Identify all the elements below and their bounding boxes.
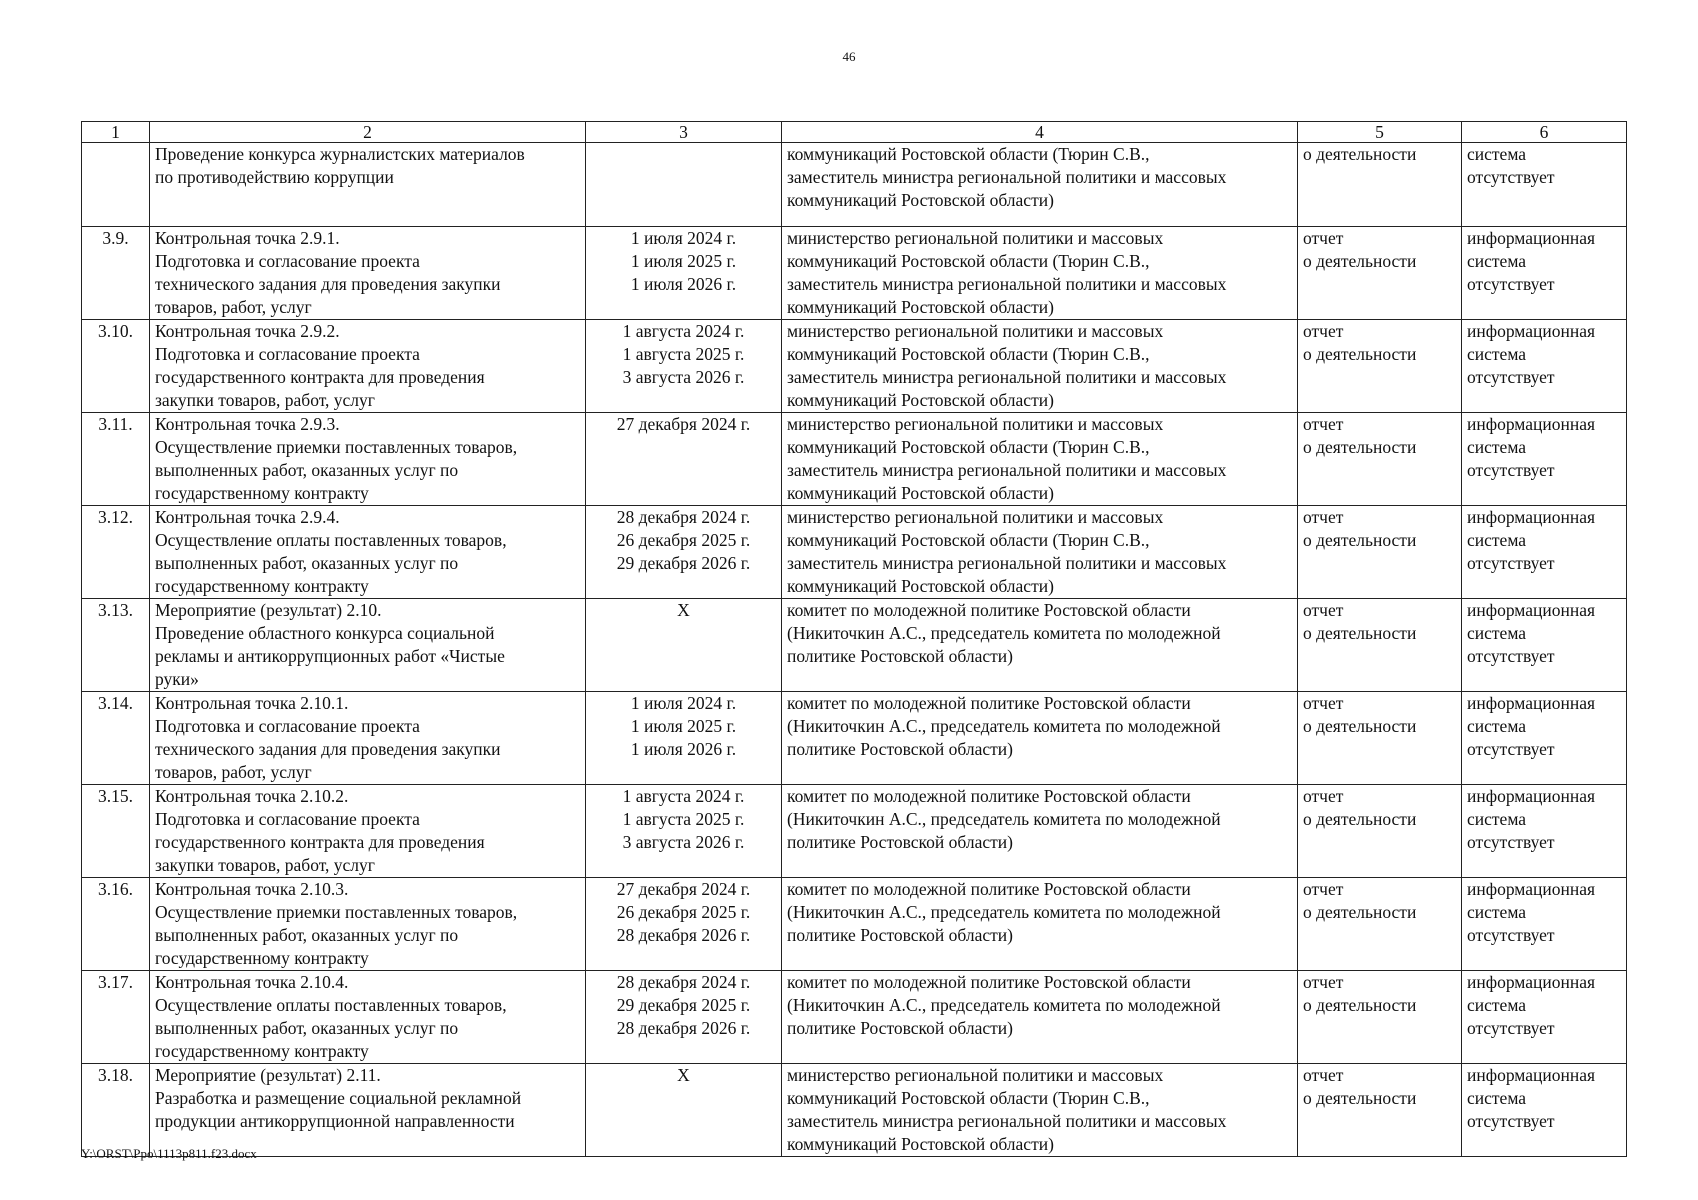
responsible-executor-line: коммуникаций Ростовской области) — [787, 1134, 1054, 1154]
activity-title-line: Контрольная точка 2.9.4. — [155, 507, 340, 527]
document-type-line: отчет — [1303, 321, 1344, 341]
responsible-executor-line: заместитель министра региональной политики и массовых — [787, 274, 1227, 294]
deadline-dates-line: 29 декабря 2025 г. — [616, 995, 751, 1015]
document-type-line: о деятельности — [1303, 716, 1417, 736]
table-row — [82, 971, 1627, 1064]
deadline-dates-cell — [586, 413, 782, 506]
responsible-executor-cell — [782, 785, 1298, 878]
information-system-line: отсутствует — [1467, 367, 1555, 387]
responsible-executor-line: коммуникаций Ростовской области) — [787, 483, 1054, 503]
activity-title-line: государственного контракта для проведения — [155, 367, 485, 387]
table-row — [82, 785, 1627, 878]
responsible-executor-line: министерство региональной политики и массовых — [787, 1065, 1164, 1085]
information-system-line: отсутствует — [1467, 1111, 1555, 1131]
responsible-executor-line: коммуникаций Ростовской области (Тюрин С.В., — [787, 251, 1150, 271]
deadline-dates-line: 3 августа 2026 г. — [622, 367, 745, 387]
information-system-line: отсутствует — [1467, 274, 1555, 294]
information-system-line: система — [1467, 902, 1527, 922]
information-system-cell — [1462, 599, 1627, 692]
activity-title-cell — [150, 320, 586, 413]
column-header: 2 — [150, 122, 586, 143]
responsible-executor-line: политике Ростовской области) — [787, 925, 1013, 945]
responsible-executor-line: министерство региональной политики и массовых — [787, 414, 1164, 434]
document-type-cell — [1298, 785, 1462, 878]
document-type-cell — [1298, 692, 1462, 785]
responsible-executor-line: комитет по молодежной политике Ростовской области — [787, 972, 1191, 992]
document-type-line: отчет — [1303, 786, 1344, 806]
activity-title-line: Осуществление оплаты поставленных товаров, — [155, 530, 507, 550]
row-number-cell: 3.15. — [82, 785, 150, 878]
responsible-executor-line: коммуникаций Ростовской области (Тюрин С.В., — [787, 1088, 1150, 1108]
activity-title-cell — [150, 599, 586, 692]
responsible-executor-line: политике Ростовской области) — [787, 646, 1013, 666]
document-type-line: о деятельности — [1303, 251, 1417, 271]
information-system-line: система — [1467, 809, 1527, 829]
row-number-cell: 3.17. — [82, 971, 150, 1064]
activity-title-cell — [150, 878, 586, 971]
responsible-executor-line: комитет по молодежной политике Ростовской области — [787, 600, 1191, 620]
table-row — [82, 413, 1627, 506]
deadline-dates-line: 1 августа 2025 г. — [622, 344, 745, 364]
information-system-line: отсутствует — [1467, 739, 1555, 759]
information-system-line: отсутствует — [1467, 925, 1555, 945]
deadline-dates-line: 28 декабря 2026 г. — [616, 1018, 751, 1038]
information-system-cell — [1462, 971, 1627, 1064]
information-system-line: система — [1467, 437, 1527, 457]
information-system-line: отсутствует — [1467, 1018, 1555, 1038]
activity-title-line: Осуществление приемки поставленных товаров, — [155, 437, 518, 457]
row-number-cell: 3.13. — [82, 599, 150, 692]
deadline-dates-line: 29 декабря 2026 г. — [616, 553, 751, 573]
activity-title-cell — [150, 143, 586, 227]
activity-title-line: Контрольная точка 2.10.1. — [155, 693, 349, 713]
document-type-cell — [1298, 506, 1462, 599]
document-type-cell — [1298, 413, 1462, 506]
document-type-line: о деятельности — [1303, 809, 1417, 829]
responsible-executor-cell — [782, 971, 1298, 1064]
activity-title-line: Мероприятие (результат) 2.11. — [155, 1065, 381, 1085]
information-system-line: информационная — [1467, 507, 1596, 527]
activity-title-line: Контрольная точка 2.9.1. — [155, 228, 340, 248]
responsible-executor-line: коммуникаций Ростовской области (Тюрин С.В., — [787, 437, 1150, 457]
deadline-dates-line: 1 июля 2024 г. — [630, 693, 737, 713]
information-system-line: система — [1467, 623, 1527, 643]
document-type-cell — [1298, 1064, 1462, 1157]
responsible-executor-cell — [782, 143, 1298, 227]
activity-title-line: Контрольная точка 2.10.2. — [155, 786, 349, 806]
information-system-line: информационная — [1467, 228, 1596, 248]
deadline-dates-line: 1 июля 2025 г. — [630, 716, 737, 736]
activity-title-line: Подготовка и согласование проекта — [155, 344, 420, 364]
responsible-executor-line: политике Ростовской области) — [787, 1018, 1013, 1038]
responsible-executor-cell — [782, 599, 1298, 692]
information-system-line: информационная — [1467, 879, 1596, 899]
table-row — [82, 692, 1627, 785]
deadline-dates-line: 26 декабря 2025 г. — [616, 902, 751, 922]
deadline-dates-line: 1 июля 2025 г. — [630, 251, 737, 271]
information-system-line: информационная — [1467, 600, 1596, 620]
deadline-dates-cell — [586, 878, 782, 971]
document-type-line: о деятельности — [1303, 1088, 1417, 1108]
responsible-executor-line: (Никиточкин А.С., председатель комитета по молодежной — [787, 995, 1221, 1015]
deadline-dates-line: 1 августа 2024 г. — [622, 786, 745, 806]
activity-title-line: по противодействию коррупции — [155, 167, 394, 187]
information-system-line: информационная — [1467, 972, 1596, 992]
information-system-cell — [1462, 413, 1627, 506]
deadline-dates-line: 1 августа 2025 г. — [622, 809, 745, 829]
responsible-executor-line: коммуникаций Ростовской области) — [787, 390, 1054, 410]
responsible-executor-cell — [782, 413, 1298, 506]
page-number: 46 — [842, 49, 856, 64]
row-number-cell: 3.10. — [82, 320, 150, 413]
responsible-executor-line: коммуникаций Ростовской области) — [787, 297, 1054, 317]
deadline-dates-cell — [586, 692, 782, 785]
table-row — [82, 320, 1627, 413]
activity-title-line: государственному контракту — [155, 948, 369, 968]
document-type-line: о деятельности — [1303, 530, 1417, 550]
row-number-cell: 3.18. — [82, 1064, 150, 1157]
table-row — [82, 1064, 1627, 1157]
activity-title-line: государственного контракта для проведения — [155, 832, 485, 852]
information-system-line: информационная — [1467, 693, 1596, 713]
information-system-line: отсутствует — [1467, 167, 1555, 187]
activity-title-cell — [150, 227, 586, 320]
information-system-cell — [1462, 692, 1627, 785]
document-type-line: о деятельности — [1303, 623, 1417, 643]
activity-title-cell — [150, 971, 586, 1064]
responsible-executor-line: комитет по молодежной политике Ростовской области — [787, 786, 1191, 806]
responsible-executor-cell — [782, 320, 1298, 413]
table-row — [82, 878, 1627, 971]
activity-title-line: Разработка и размещение социальной рекламной — [155, 1088, 522, 1108]
activity-title-line: товаров, работ, услуг — [155, 297, 312, 317]
activity-title-line: государственному контракту — [155, 576, 369, 596]
information-system-line: отсутствует — [1467, 553, 1555, 573]
responsible-executor-cell — [782, 227, 1298, 320]
information-system-line: система — [1467, 1088, 1527, 1108]
plan-table — [81, 121, 1627, 1157]
responsible-executor-cell — [782, 506, 1298, 599]
document-type-cell — [1298, 878, 1462, 971]
document-type-cell — [1298, 227, 1462, 320]
deadline-dates-cell — [586, 971, 782, 1064]
table-header-row — [82, 122, 1627, 143]
deadline-dates-cell — [586, 599, 782, 692]
document-type-line: отчет — [1303, 228, 1344, 248]
activity-title-line: выполненных работ, оказанных услуг по — [155, 553, 459, 573]
activity-title-line: Контрольная точка 2.10.4. — [155, 972, 349, 992]
deadline-dates-cell — [586, 1064, 782, 1157]
document-type-line: отчет — [1303, 972, 1344, 992]
document-type-line: отчет — [1303, 1065, 1344, 1085]
deadline-dates-cell — [586, 227, 782, 320]
responsible-executor-line: министерство региональной политики и массовых — [787, 228, 1164, 248]
activity-title-line: выполненных работ, оказанных услуг по — [155, 1018, 459, 1038]
activity-title-line: государственному контракту — [155, 1041, 369, 1061]
document-type-line: отчет — [1303, 879, 1344, 899]
responsible-executor-line: (Никиточкин А.С., председатель комитета по молодежной — [787, 902, 1221, 922]
activity-title-line: рекламы и антикоррупционных работ «Чистые — [155, 646, 505, 666]
responsible-executor-line: (Никиточкин А.С., председатель комитета по молодежной — [787, 623, 1221, 643]
table-row — [82, 506, 1627, 599]
column-header: 3 — [586, 122, 782, 143]
activity-title-line: Подготовка и согласование проекта — [155, 716, 420, 736]
information-system-line: информационная — [1467, 321, 1596, 341]
deadline-dates-line: Х — [677, 1065, 690, 1085]
document-type-line: о деятельности — [1303, 995, 1417, 1015]
activity-title-line: Проведение конкурса журналистских материалов — [155, 144, 525, 164]
document-type-cell — [1298, 599, 1462, 692]
activity-title-line: закупки товаров, работ, услуг — [155, 855, 375, 875]
deadline-dates-line: 3 августа 2026 г. — [622, 832, 745, 852]
column-header: 5 — [1298, 122, 1462, 143]
activity-title-line: выполненных работ, оказанных услуг по — [155, 925, 459, 945]
table-row — [82, 227, 1627, 320]
information-system-line: отсутствует — [1467, 646, 1555, 666]
table-row — [82, 143, 1627, 227]
document-type-line: о деятельности — [1303, 437, 1417, 457]
responsible-executor-line: комитет по молодежной политике Ростовской области — [787, 693, 1191, 713]
responsible-executor-line: коммуникаций Ростовской области (Тюрин С.В., — [787, 530, 1150, 550]
information-system-cell — [1462, 320, 1627, 413]
responsible-executor-line: политике Ростовской области) — [787, 739, 1013, 759]
activity-title-line: Контрольная точка 2.10.3. — [155, 879, 349, 899]
information-system-line: система — [1467, 530, 1527, 550]
responsible-executor-line: коммуникаций Ростовской области) — [787, 576, 1054, 596]
information-system-line: система — [1467, 716, 1527, 736]
deadline-dates-line: 27 декабря 2024 г. — [616, 414, 751, 434]
responsible-executor-cell — [782, 1064, 1298, 1157]
document-type-line: отчет — [1303, 600, 1344, 620]
information-system-line: система — [1467, 251, 1527, 271]
deadline-dates-cell — [586, 785, 782, 878]
document-type-line: о деятельности — [1303, 144, 1417, 164]
document-type-cell — [1298, 320, 1462, 413]
deadline-dates-line: 27 декабря 2024 г. — [616, 879, 751, 899]
column-header: 4 — [782, 122, 1298, 143]
row-number-cell — [82, 143, 150, 227]
information-system-line: отсутствует — [1467, 460, 1555, 480]
responsible-executor-line: заместитель министра региональной политики и массовых — [787, 167, 1227, 187]
information-system-line: информационная — [1467, 1065, 1596, 1085]
activity-title-line: Подготовка и согласование проекта — [155, 809, 420, 829]
document-type-line: о деятельности — [1303, 344, 1417, 364]
information-system-line: система — [1467, 995, 1527, 1015]
activity-title-line: руки» — [155, 669, 199, 689]
activity-title-line: выполненных работ, оказанных услуг по — [155, 460, 459, 480]
activity-title-line: продукции антикоррупционной направленности — [155, 1111, 515, 1131]
row-number-cell: 3.16. — [82, 878, 150, 971]
information-system-cell — [1462, 227, 1627, 320]
responsible-executor-line: (Никиточкин А.С., председатель комитета по молодежной — [787, 809, 1221, 829]
footer-file-path: Y:\ORST\Ppo\1113p811.f23.docx — [81, 1146, 257, 1161]
responsible-executor-line: политике Ростовской области) — [787, 832, 1013, 852]
deadline-dates-line: 1 июля 2026 г. — [630, 274, 737, 294]
table-row — [82, 599, 1627, 692]
document-type-line: отчет — [1303, 693, 1344, 713]
information-system-cell — [1462, 506, 1627, 599]
deadline-dates-line: 28 декабря 2026 г. — [616, 925, 751, 945]
activity-title-cell — [150, 506, 586, 599]
deadline-dates-cell — [586, 506, 782, 599]
deadline-dates-line: 1 июля 2024 г. — [630, 228, 737, 248]
information-system-cell — [1462, 878, 1627, 971]
column-header: 6 — [1462, 122, 1627, 143]
information-system-cell — [1462, 143, 1627, 227]
activity-title-cell — [150, 692, 586, 785]
deadline-dates-cell — [586, 143, 782, 227]
document-type-line: отчет — [1303, 414, 1344, 434]
deadline-dates-line: 26 декабря 2025 г. — [616, 530, 751, 550]
information-system-cell — [1462, 785, 1627, 878]
information-system-cell — [1462, 1064, 1627, 1157]
row-number-cell: 3.12. — [82, 506, 150, 599]
responsible-executor-line: коммуникаций Ростовской области (Тюрин С.В., — [787, 344, 1150, 364]
activity-title-cell — [150, 413, 586, 506]
responsible-executor-line: комитет по молодежной политике Ростовской области — [787, 879, 1191, 899]
row-number-cell: 3.11. — [82, 413, 150, 506]
activity-title-line: Контрольная точка 2.9.3. — [155, 414, 340, 434]
activity-title-line: технического задания для проведения закупки — [155, 274, 501, 294]
deadline-dates-cell — [586, 320, 782, 413]
information-system-line: система — [1467, 144, 1527, 164]
information-system-line: отсутствует — [1467, 832, 1555, 852]
activity-title-line: Проведение областного конкурса социальной — [155, 623, 495, 643]
activity-title-line: технического задания для проведения закупки — [155, 739, 501, 759]
responsible-executor-line: коммуникаций Ростовской области (Тюрин С.В., — [787, 144, 1150, 164]
responsible-executor-cell — [782, 878, 1298, 971]
responsible-executor-line: министерство региональной политики и массовых — [787, 321, 1164, 341]
responsible-executor-line: министерство региональной политики и массовых — [787, 507, 1164, 527]
information-system-line: информационная — [1467, 786, 1596, 806]
deadline-dates-line: 28 декабря 2024 г. — [616, 507, 751, 527]
information-system-line: информационная — [1467, 414, 1596, 434]
row-number-cell: 3.14. — [82, 692, 150, 785]
document-type-cell — [1298, 143, 1462, 227]
column-header: 1 — [82, 122, 150, 143]
activity-title-line: Подготовка и согласование проекта — [155, 251, 420, 271]
activity-title-line: Мероприятие (результат) 2.10. — [155, 600, 382, 620]
document-type-line: о деятельности — [1303, 902, 1417, 922]
activity-title-line: закупки товаров, работ, услуг — [155, 390, 375, 410]
activity-title-line: Осуществление оплаты поставленных товаров, — [155, 995, 507, 1015]
information-system-line: система — [1467, 344, 1527, 364]
deadline-dates-line: Х — [677, 600, 690, 620]
responsible-executor-line: заместитель министра региональной политики и массовых — [787, 1111, 1227, 1131]
activity-title-line: государственному контракту — [155, 483, 369, 503]
responsible-executor-line: заместитель министра региональной политики и массовых — [787, 367, 1227, 387]
deadline-dates-line: 28 декабря 2024 г. — [616, 972, 751, 992]
responsible-executor-line: коммуникаций Ростовской области) — [787, 190, 1054, 210]
activity-title-cell — [150, 1064, 586, 1157]
responsible-executor-line: заместитель министра региональной политики и массовых — [787, 460, 1227, 480]
row-number-cell: 3.9. — [82, 227, 150, 320]
responsible-executor-line: (Никиточкин А.С., председатель комитета по молодежной — [787, 716, 1221, 736]
responsible-executor-line: заместитель министра региональной политики и массовых — [787, 553, 1227, 573]
activity-title-line: Осуществление приемки поставленных товаров, — [155, 902, 518, 922]
activity-title-line: товаров, работ, услуг — [155, 762, 312, 782]
activity-title-cell — [150, 785, 586, 878]
document-type-cell — [1298, 971, 1462, 1064]
responsible-executor-cell — [782, 692, 1298, 785]
deadline-dates-line: 1 июля 2026 г. — [630, 739, 737, 759]
document-type-line: отчет — [1303, 507, 1344, 527]
deadline-dates-line: 1 августа 2024 г. — [622, 321, 745, 341]
activity-title-line: Контрольная точка 2.9.2. — [155, 321, 340, 341]
